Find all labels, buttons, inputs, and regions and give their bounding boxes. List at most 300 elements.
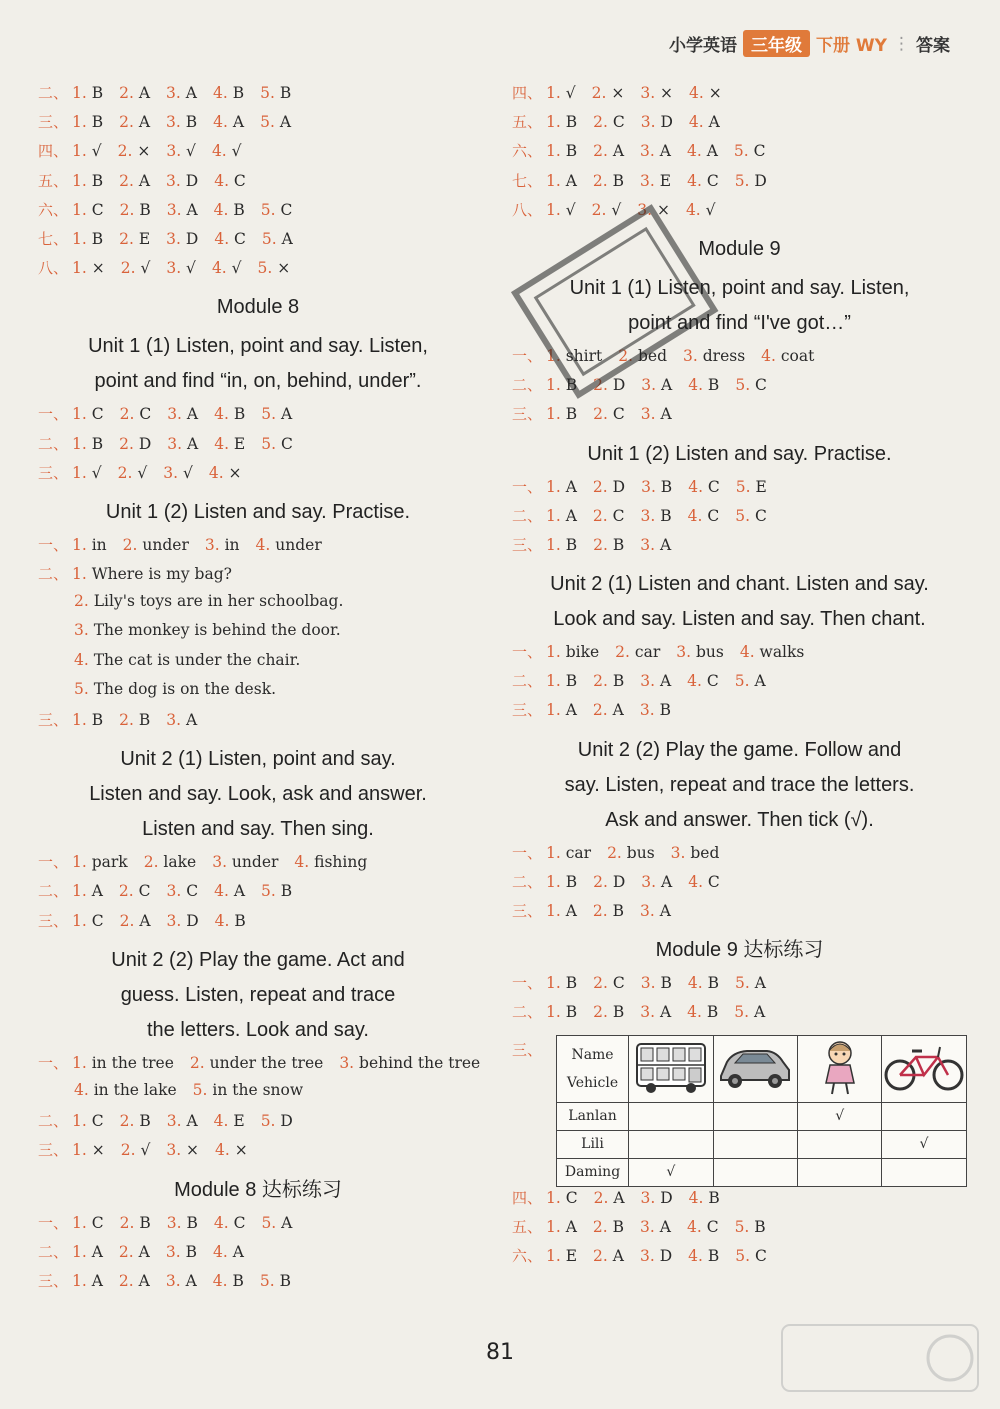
answer-item — [641, 1189, 673, 1207]
item-number: 1. — [546, 1188, 561, 1207]
item-number: 3. — [166, 259, 182, 278]
table-row — [557, 1158, 967, 1186]
answer-item — [294, 853, 367, 871]
item-answer: B — [702, 974, 719, 993]
item-answer: C — [701, 672, 719, 691]
item-number: 5. — [261, 434, 277, 453]
answer-row — [512, 972, 967, 1001]
item-number: 2. — [591, 200, 607, 219]
item-number: 4. — [688, 113, 704, 132]
item-answer: C — [607, 506, 625, 525]
heading-line: point and find “I've got…” — [628, 311, 851, 334]
item-answer: √ — [560, 84, 576, 102]
item-number: 4. — [214, 911, 230, 930]
item-answer: Where is my bag? — [86, 565, 232, 584]
item-number: 1. — [546, 672, 561, 691]
item-number: 1. — [72, 1213, 87, 1232]
item-answer: D — [133, 434, 152, 453]
item-number: 5. — [734, 171, 750, 190]
item-number: 5. — [257, 259, 273, 278]
answer-item — [688, 507, 720, 525]
question-label: 六、 — [512, 1246, 543, 1265]
answer-item — [120, 405, 152, 423]
item-answer: B — [607, 535, 625, 554]
unit-heading — [38, 329, 478, 399]
item-number: 5. — [734, 1217, 750, 1236]
item-number: 1. — [546, 113, 561, 132]
heading-line: Unit 2 (2) Play the game. Act and — [111, 948, 405, 971]
answer-item — [546, 347, 602, 365]
item-answer: B — [701, 1003, 719, 1022]
item-answer: A — [228, 882, 246, 901]
item-number: 4. — [689, 84, 704, 102]
item-answer: A — [560, 506, 577, 525]
item-number: 5. — [74, 679, 89, 698]
item-answer: C — [750, 506, 767, 525]
row-name: Daming — [557, 1158, 629, 1186]
item-answer: E — [229, 434, 246, 453]
item-answer: A — [274, 113, 292, 132]
answer-item — [592, 84, 625, 102]
answer-item — [735, 507, 767, 525]
item-number: 3. — [74, 621, 89, 640]
answer-item — [167, 912, 199, 930]
item-answer: B — [86, 113, 104, 132]
item-number: 2. — [592, 902, 608, 920]
question-label: 七、 — [512, 171, 543, 190]
answer-item — [167, 882, 199, 900]
item-number: 1. — [546, 974, 561, 993]
answer-item — [119, 1272, 150, 1290]
item-number: 5. — [735, 477, 751, 496]
item-answer: in — [219, 535, 240, 554]
item-number: 2. — [593, 1188, 609, 1207]
item-answer: B — [180, 113, 198, 132]
unit-heading — [38, 495, 478, 530]
item-answer: B — [560, 1003, 578, 1022]
answer-item — [546, 974, 577, 992]
item-answer: A — [654, 1217, 671, 1236]
vehicle-table — [556, 1035, 967, 1187]
item-number: 2. — [74, 592, 89, 611]
item-number: 2. — [118, 1242, 134, 1261]
item-number: 3. — [166, 200, 182, 219]
answer-item — [546, 701, 577, 719]
item-number: 2. — [119, 229, 134, 248]
item-number: 4. — [686, 1217, 702, 1236]
item-answer: A — [656, 376, 673, 395]
question-label: 五、 — [512, 1217, 543, 1236]
question-label: 三、 — [38, 1141, 69, 1160]
item-number: 2. — [593, 672, 608, 691]
answer-item — [683, 347, 745, 365]
answer-item — [166, 142, 196, 160]
answer-row — [512, 1245, 967, 1274]
answer-row — [512, 1001, 967, 1030]
bus-icon — [629, 1035, 714, 1102]
answer-item — [640, 1003, 671, 1021]
item-answer: √ — [135, 1141, 151, 1160]
item-number: 3. — [204, 535, 220, 554]
question-label: 二、 — [512, 376, 543, 395]
item-number: 4. — [74, 1080, 89, 1099]
item-answer: car — [629, 643, 661, 662]
item-answer: A — [560, 477, 577, 496]
item-answer: B — [181, 1213, 198, 1232]
item-answer: √ — [181, 259, 196, 278]
answer-item — [72, 142, 102, 160]
answer-item — [72, 172, 103, 190]
answer-group — [38, 403, 478, 491]
answer-row — [38, 82, 478, 111]
question-label: 三、 — [38, 113, 69, 132]
answer-item — [123, 536, 189, 554]
item-answer: B — [560, 405, 578, 424]
item-answer: A — [227, 113, 245, 132]
answer-group — [38, 534, 478, 563]
item-number: 3. — [339, 1053, 355, 1072]
item-number: 4. — [294, 853, 310, 872]
item-answer: √ — [606, 200, 622, 219]
item-number: 1. — [546, 872, 561, 891]
item-number: 3. — [167, 434, 183, 453]
item-answer: B — [607, 1217, 625, 1236]
item-number: 1. — [72, 565, 87, 584]
item-number: 1. — [546, 1246, 561, 1265]
answer-item — [735, 172, 767, 190]
item-number: 4. — [214, 229, 230, 248]
answer-item — [212, 259, 242, 277]
answer-row — [512, 345, 967, 374]
item-number: 3. — [166, 1141, 182, 1160]
question-label: 二、 — [512, 506, 543, 525]
answer-item — [593, 873, 625, 891]
answer-item — [607, 844, 655, 862]
answer-row — [38, 199, 478, 228]
item-number: 2. — [593, 113, 608, 132]
item-number: 4. — [739, 643, 755, 662]
answer-row — [38, 111, 478, 140]
answer-item — [593, 376, 625, 394]
answer-item — [546, 142, 577, 160]
answer-item — [166, 230, 198, 248]
item-answer: × — [606, 84, 625, 102]
answer-row — [38, 462, 478, 491]
answer-item — [640, 1247, 672, 1265]
item-answer: A — [227, 1242, 244, 1261]
item-answer: The dog is on the desk. — [88, 679, 277, 698]
answer-row — [512, 842, 967, 871]
question-label: 四、 — [512, 1188, 543, 1207]
answer-item — [546, 844, 591, 862]
answer-item — [258, 259, 291, 277]
answer-item — [593, 902, 624, 920]
answer-item — [546, 478, 577, 496]
answer-item — [687, 1218, 719, 1236]
item-answer: walks — [754, 643, 805, 662]
item-answer: × — [132, 142, 151, 161]
answer-item — [213, 1272, 244, 1290]
answer-item — [72, 113, 103, 131]
answer-item — [740, 643, 805, 661]
item-number: 4. — [213, 200, 229, 219]
answer-item — [687, 1003, 718, 1021]
item-number: 2. — [593, 376, 608, 395]
item-answer: × — [703, 84, 722, 102]
item-number: 4. — [213, 1112, 229, 1131]
answer-group — [512, 476, 967, 564]
item-number: 5. — [192, 1080, 208, 1099]
item-answer: C — [86, 200, 104, 219]
row-name: Lanlan — [557, 1102, 629, 1130]
item-number: 5. — [261, 882, 276, 901]
item-number: 5. — [734, 672, 750, 691]
question-label: 四、 — [38, 142, 69, 161]
unit-heading — [512, 437, 967, 472]
item-number: 5. — [734, 974, 750, 993]
item-answer: √ — [135, 259, 151, 278]
item-number: 1. — [546, 84, 561, 102]
tick-cell — [713, 1130, 798, 1158]
heading-line: point and find “in, on, behind, under”. — [94, 370, 422, 393]
item-number: 1. — [72, 1141, 87, 1160]
item-answer: B — [134, 200, 151, 219]
answer-group — [512, 641, 967, 729]
item-number: 3. — [639, 701, 655, 720]
answer-item — [641, 405, 672, 423]
item-answer: B — [607, 1003, 625, 1022]
answer-item — [166, 1243, 197, 1261]
answer-item — [167, 201, 198, 219]
vehicle-header: Vehicle — [566, 1074, 619, 1091]
item-number: 3. — [166, 911, 182, 930]
question-label: 八、 — [38, 259, 69, 278]
item-answer: B — [607, 902, 625, 920]
answer-item — [735, 974, 766, 992]
item-number: 3. — [212, 853, 227, 872]
heading-line: Listen and say. Look, ask and answer. — [89, 783, 427, 806]
item-number: 3. — [166, 711, 182, 729]
item-number: 2. — [593, 1003, 608, 1022]
item-number: 2. — [119, 200, 135, 219]
item-number: 1. — [72, 1112, 87, 1131]
item-answer: C — [276, 434, 293, 453]
answer-item — [167, 1214, 198, 1232]
item-number: 3. — [640, 84, 656, 102]
item-number: 2. — [119, 1213, 135, 1232]
question-label: 二、 — [512, 872, 543, 891]
item-answer: A — [133, 1242, 150, 1261]
heading-line: Listen and say. Then sing. — [142, 818, 374, 841]
answer-item — [72, 912, 104, 930]
item-answer: D — [749, 171, 767, 190]
answer-item — [546, 507, 577, 525]
item-number: 3. — [641, 872, 657, 891]
heading-line: Unit 2 (1) Listen and chant. Listen and say. — [550, 573, 929, 596]
item-number: 3. — [640, 113, 656, 132]
item-number: 2. — [592, 1217, 608, 1236]
item-answer: √ — [700, 200, 716, 219]
item-number: 2. — [117, 463, 133, 482]
unit-heading — [512, 271, 967, 341]
item-answer: B — [560, 376, 578, 395]
answer-item — [261, 1214, 292, 1232]
answer-row — [38, 433, 478, 462]
item-number: 2. — [592, 701, 608, 720]
item-answer: B — [703, 376, 720, 395]
answer-item — [214, 435, 245, 453]
item-number: 2. — [143, 853, 159, 872]
vehicle-table-block — [512, 1035, 967, 1187]
item-number: 3. — [640, 142, 655, 161]
answer-row — [38, 851, 478, 880]
answer-row — [512, 170, 967, 199]
header-grade-badge: 三年级 — [743, 30, 810, 57]
answer-row — [512, 641, 967, 670]
item-number: 4. — [212, 1242, 228, 1261]
answer-group — [38, 1081, 478, 1110]
item-answer: A — [180, 1271, 197, 1290]
item-number: 4. — [688, 376, 703, 395]
item-answer: C — [86, 1112, 104, 1131]
item-number: 1. — [72, 1242, 87, 1261]
answer-item — [121, 259, 151, 277]
answer-item — [546, 1218, 577, 1236]
item-answer: A — [276, 1213, 293, 1232]
item-number: 4. — [685, 200, 701, 219]
item-number: 2. — [618, 346, 634, 365]
item-number: 3. — [640, 405, 656, 424]
item-number: 4. — [686, 142, 702, 161]
item-answer: A — [654, 902, 671, 920]
item-number: 1. — [546, 405, 561, 424]
item-number: 1. — [546, 535, 561, 554]
answer-item — [261, 882, 292, 900]
item-answer: D — [655, 1188, 673, 1207]
section-title — [512, 232, 967, 267]
item-number: 5. — [260, 84, 275, 102]
answer-item — [641, 507, 672, 525]
item-number: 1. — [546, 200, 561, 219]
item-number: 5. — [260, 113, 275, 132]
item-answer: A — [276, 405, 293, 424]
answer-row — [38, 1110, 478, 1139]
answer-item — [593, 507, 625, 525]
heading-line: Unit 1 (2) Listen and say. Practise. — [587, 442, 892, 465]
answer-row — [512, 505, 967, 534]
item-answer: The cat is under the chair. — [88, 650, 301, 669]
item-answer: Lily's toys are in her schoolbag. — [88, 592, 344, 611]
answer-item — [735, 1218, 766, 1236]
tick-cell: √ — [798, 1102, 882, 1130]
heading-line: guess. Listen, repeat and trace — [120, 983, 396, 1006]
item-answer: B — [228, 200, 245, 219]
answer-item — [261, 405, 292, 423]
answer-item — [339, 1054, 480, 1072]
bike-icon — [881, 1035, 966, 1102]
answer-item — [593, 1003, 624, 1021]
item-answer: D — [275, 1112, 293, 1131]
item-number: 1. — [546, 1003, 561, 1022]
item-answer: bike — [560, 643, 600, 662]
answer-item — [593, 113, 625, 131]
answer-row — [512, 403, 967, 432]
item-number: 2. — [118, 882, 134, 901]
answer-item — [74, 680, 276, 698]
item-answer: C — [229, 229, 246, 248]
item-number: 4. — [211, 259, 227, 278]
tick-cell — [798, 1158, 882, 1186]
question-label: 二、 — [38, 434, 69, 453]
item-answer: B — [560, 142, 578, 161]
answer-row — [38, 534, 478, 563]
item-number: 3. — [640, 902, 655, 920]
answer-row — [512, 699, 967, 728]
answer-item — [593, 172, 624, 190]
answer-item — [593, 701, 624, 719]
item-answer: in the tree — [86, 1053, 174, 1072]
answer-item — [688, 376, 719, 394]
item-number: 1. — [546, 643, 561, 662]
answer-row — [512, 1187, 967, 1216]
question-label: 三、 — [38, 1271, 69, 1290]
item-answer: A — [608, 1188, 625, 1207]
answer-row — [512, 140, 967, 169]
item-answer: bed — [633, 346, 668, 365]
header-answers: 答案 — [916, 36, 950, 56]
item-answer: B — [275, 882, 293, 901]
item-number: 1. — [72, 200, 87, 219]
answer-item — [212, 853, 278, 871]
answer-group — [38, 709, 478, 738]
answer-item — [214, 1112, 245, 1130]
item-number: 3. — [166, 882, 182, 901]
item-number: 3. — [166, 1213, 182, 1232]
item-number: 2. — [119, 711, 134, 729]
item-number: 5. — [734, 1003, 750, 1022]
question-label: 一、 — [38, 1213, 69, 1232]
question-label: 二、 — [38, 882, 69, 901]
item-number: 2. — [117, 142, 133, 161]
item-number: 2. — [119, 113, 134, 132]
answer-item — [686, 201, 716, 219]
item-answer: √ — [86, 142, 102, 161]
item-answer: × — [223, 463, 242, 482]
question-label: 三、 — [512, 405, 543, 424]
item-number: 2. — [592, 477, 608, 496]
item-number: 2. — [607, 843, 622, 862]
item-answer: C — [229, 171, 246, 190]
item-answer: C — [750, 1246, 767, 1265]
answer-item — [640, 172, 671, 190]
header-subject: 小学英语 — [669, 36, 738, 56]
item-answer: A — [133, 171, 151, 190]
answer-row — [512, 111, 967, 140]
item-answer: C — [607, 974, 625, 993]
answer-item — [120, 912, 151, 930]
answer-group — [512, 842, 967, 930]
item-answer: B — [655, 477, 673, 496]
item-number: 1. — [546, 843, 561, 862]
item-answer: B — [560, 672, 578, 691]
question-label: 六、 — [38, 200, 69, 219]
answer-item — [72, 259, 105, 277]
question-label: 八、 — [512, 200, 543, 219]
question-label: 五、 — [512, 113, 543, 132]
question-label: 二、 — [512, 672, 543, 691]
question-label: 三、 — [512, 902, 543, 920]
item-number: 3. — [640, 171, 655, 190]
